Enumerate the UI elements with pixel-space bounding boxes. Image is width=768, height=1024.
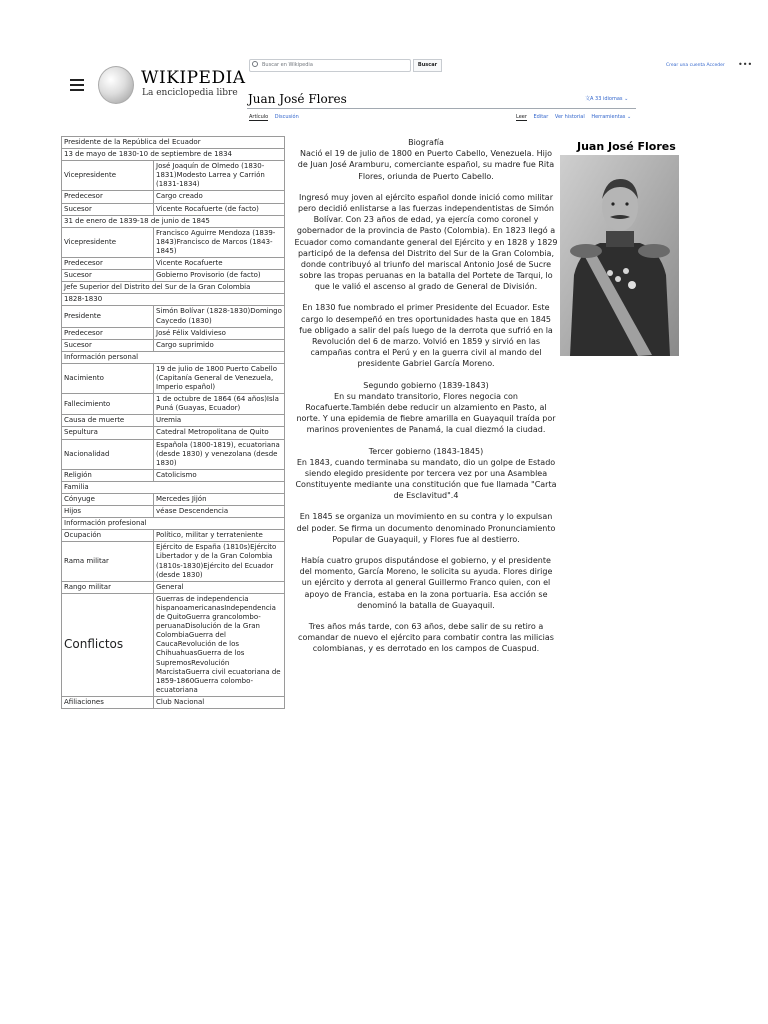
infobox-label: Fallecimiento <box>62 394 154 415</box>
infobox-row <box>62 530 285 542</box>
infobox-row <box>62 469 285 481</box>
article-body <box>294 137 558 665</box>
infobox-value: Española (1800-1819), ecuatoriana (desde 1830) y venezolana (desde 1830) <box>154 439 285 469</box>
infobox-value: véase Descendencia <box>154 506 285 518</box>
paragraph: En 1843, cuando terminaba su mandato, dio un golpe de Estado siendo elegido presidente por tercera vez por una Asamblea Constituyente mediante una constitución que fue llamada "Carta de Esclavitud".4 <box>295 457 557 501</box>
infobox-label: Cónyuge <box>62 494 154 506</box>
infobox-row <box>62 137 285 149</box>
infobox-header-cell: Familia <box>62 481 285 493</box>
infobox-header-cell: 13 de mayo de 1830-10 de septiembre de 1834 <box>62 149 285 161</box>
infobox-value: Catedral Metropolitana de Quito <box>154 427 285 439</box>
infobox-label: Predecesor <box>62 258 154 270</box>
infobox-value: Ejército de España (1810s)Ejército Libertador y de la Gran Colombia (1810s-1830)Ejército del Ecuador (desde 1830) <box>154 542 285 581</box>
language-icon: 文A <box>585 96 594 102</box>
infobox-row <box>62 494 285 506</box>
view-tabs <box>516 114 636 120</box>
infobox-row <box>62 581 285 593</box>
search-icon <box>252 61 258 67</box>
infobox-value: Cargo creado <box>154 191 285 203</box>
infobox-label: Sucesor <box>62 270 154 282</box>
infobox-row <box>62 258 285 270</box>
infobox-label: Rango militar <box>62 581 154 593</box>
infobox-row <box>62 203 285 215</box>
infobox-header-cell: Presidente de la República del Ecuador <box>62 137 285 149</box>
paragraph: Tres años más tarde, con 63 años, debe salir de su retiro a comandar de nuevo el ejército para combatir contra las milicias colombianas, y es derrotado en los campos de Cuaspud. <box>298 621 554 654</box>
infobox-value: Uremia <box>154 415 285 427</box>
infobox-row <box>62 270 285 282</box>
infobox-label: Conflictos <box>62 593 154 696</box>
infobox-row <box>62 161 285 191</box>
languages-label: 33 idiomas ⌄ <box>595 96 629 102</box>
namespace-tabs <box>249 114 304 120</box>
infobox-row <box>62 427 285 439</box>
paragraph: Ingresó muy joven al ejército español donde inició como militar pero decidió enlistarse a las fuerzas independentistas de Simón Bolívar. Con 23 años de edad, ya ejercía como coronel y gobernador de la provincia de Pasto (Colombia). En 1823 llegó a Ecuador como comandante general del Ejército y en 1828 y 1829 participó de la defensa del Distrito del Sur de la Gran Colombia, donde contribuyó al triunfo del mariscal Antonio José de Sucre sobre las tropas peruanas en la batalla del Portete de Tarqui, lo que le valió el ascenso al grado de General de División. <box>294 192 558 292</box>
infobox-label: Afiliaciones <box>62 696 154 708</box>
title-divider <box>247 108 636 109</box>
infobox-header-cell: Información profesional <box>62 518 285 530</box>
infobox-value: 1 de octubre de 1864 (64 años)Isla Puná (Guayas, Ecuador) <box>154 394 285 415</box>
infobox-label: Hijos <box>62 506 154 518</box>
infobox-row <box>62 282 285 294</box>
infobox-row <box>62 149 285 161</box>
infobox-row <box>62 542 285 581</box>
infobox-value: José Joaquín de Olmedo (1830-1831)Modesto Larrea y Carrión (1831-1834) <box>154 161 285 191</box>
infobox-value: 19 de julio de 1800 Puerto Cabello (Capitanía General de Venezuela, Imperio español) <box>154 363 285 393</box>
infobox-value: Simón Bolívar (1828-1830)Domingo Caycedo (1830) <box>154 306 285 327</box>
infobox-row <box>62 593 285 696</box>
search-input[interactable]: Buscar en Wikipedia <box>249 59 411 72</box>
portrait-caption: Juan José Flores <box>577 140 676 153</box>
infobox-table <box>61 136 285 709</box>
infobox-label: Religión <box>62 469 154 481</box>
infobox-label: Nacimiento <box>62 363 154 393</box>
infobox-row <box>62 415 285 427</box>
infobox-label: Sepultura <box>62 427 154 439</box>
infobox-value: Francisco Aguirre Mendoza (1839-1843)Francisco de Marcos (1843-1845) <box>154 227 285 257</box>
infobox-label: Causa de muerte <box>62 415 154 427</box>
infobox-row <box>62 227 285 257</box>
infobox-value: General <box>154 581 285 593</box>
infobox-row <box>62 518 285 530</box>
section-heading-segundo-gobierno: Segundo gobierno (1839-1843) <box>363 380 489 390</box>
infobox-row <box>62 351 285 363</box>
paragraph: En su mandato transitorio, Flores negocia con Rocafuerte.También debe reducir un alzamiento en Pasto, al norte. Y una epidemia de fiebre amarilla en Guayaquil traída por marinos provenientes de Panamá, la cual diezmó la ciudad. <box>296 391 556 435</box>
infobox-value: Club Nacional <box>154 696 285 708</box>
infobox-value: Catolicismo <box>154 469 285 481</box>
tab-tools[interactable]: Herramientas ⌄ <box>591 114 632 120</box>
wikipedia-globe-logo[interactable] <box>98 66 134 104</box>
infobox-header-cell: Información personal <box>62 351 285 363</box>
tab-discussion[interactable]: Discusión <box>274 114 299 120</box>
menu-icon[interactable] <box>70 79 84 91</box>
infobox-header-cell: Jefe Superior del Distrito del Sur de la Gran Colombia <box>62 282 285 294</box>
infobox-row <box>62 439 285 469</box>
infobox-label: Predecesor <box>62 191 154 203</box>
tab-edit[interactable]: Editar <box>533 114 549 120</box>
section-heading-tercer-gobierno: Tercer gobierno (1843-1845) <box>368 446 484 456</box>
wikipedia-wordmark[interactable]: WIKIPEDIA <box>141 68 246 88</box>
infobox-row <box>62 481 285 493</box>
infobox-value: Vicente Rocafuerte <box>154 258 285 270</box>
paragraph: En 1830 fue nombrado el primer Presidente del Ecuador. Este cargo lo desempeñó en tres oportunidades hasta que en 1845 fue obligado a salir del país luego de la derrota que sufrió en la Revolución del 6 de marzo. Volvió en 1859 y sirvió en las campañas contra el Perú y en la guerra civil al mando del presidente Gabriel García Moreno. <box>299 303 553 369</box>
page-title: Juan José Flores <box>248 92 347 106</box>
infobox-row <box>62 696 285 708</box>
infobox-label: Predecesor <box>62 327 154 339</box>
infobox-header-cell: 1828-1830 <box>62 294 285 306</box>
infobox-row <box>62 506 285 518</box>
paragraph: Había cuatro grupos disputándose el gobierno, y el presidente del momento, García Moreno, le solicita su ayuda. Flores dirige un ejército y derrota al general Guillermo Franco quien, con el apoyo de Francia, estaba en la zona portuaria. Esa acción se denominó la batalla de Guayaquil. <box>299 556 553 610</box>
infobox-row <box>62 191 285 203</box>
infobox-header-cell: 31 de enero de 1839-18 de junio de 1845 <box>62 215 285 227</box>
infobox-row <box>62 363 285 393</box>
infobox-value: José Félix Valdivieso <box>154 327 285 339</box>
infobox-row <box>62 339 285 351</box>
infobox-value: Guerras de independencia hispanoamericanasIndependencia de QuitoGuerra grancolombo-peruanaDisolución de la Gran ColombiaGuerra del CaucaRevolución de los ChihuahuasGuerra de los SupremosRevolución MarcistaGuerra civil ecuatoriana de 1859-1860Guerra colombo-ecuatoriana <box>154 593 285 696</box>
infobox-label: Vicepresidente <box>62 161 154 191</box>
infobox-label: Presidente <box>62 306 154 327</box>
section-heading-biografia: Biografía <box>408 138 444 147</box>
infobox-row <box>62 327 285 339</box>
infobox-label: Sucesor <box>62 203 154 215</box>
infobox-value: Mercedes Jijón <box>154 494 285 506</box>
languages-button[interactable] <box>585 95 628 102</box>
infobox-label: Sucesor <box>62 339 154 351</box>
portrait-image[interactable] <box>560 155 679 356</box>
paragraph: En 1845 se organiza un movimiento en su contra y lo expulsan del poder. Se firma un documento denominado Pronunciamiento Popular de Guayaquil, y Flores fue al destierro. <box>296 512 556 544</box>
wikipedia-tagline: La enciclopedia libre <box>142 88 238 98</box>
tab-history[interactable]: Ver historial <box>554 114 585 120</box>
account-links[interactable]: Crear una cuenta Acceder <box>666 63 725 68</box>
infobox-row <box>62 215 285 227</box>
infobox-label: Nacionalidad <box>62 439 154 469</box>
infobox-row <box>62 294 285 306</box>
more-options-icon[interactable]: ••• <box>738 60 753 69</box>
paragraph: Nació el 19 de julio de 1800 en Puerto Cabello, Venezuela. Hijo de Juan José Aramburu, comerciante español, su madre fue Rita Flores, oriunda de Puerto Cabello. <box>297 149 555 181</box>
infobox-value: Cargo suprimido <box>154 339 285 351</box>
infobox-label: Rama militar <box>62 542 154 581</box>
infobox-row <box>62 394 285 415</box>
infobox-label: Ocupación <box>62 530 154 542</box>
tab-read[interactable]: Leer <box>516 114 527 120</box>
infobox-value: Vicente Rocafuerte (de facto) <box>154 203 285 215</box>
infobox-value: Gobierno Provisorio (de facto) <box>154 270 285 282</box>
infobox-value: Político, militar y terrateniente <box>154 530 285 542</box>
infobox-label: Vicepresidente <box>62 227 154 257</box>
infobox-row <box>62 306 285 327</box>
search-button[interactable]: Buscar <box>413 59 442 72</box>
tab-article[interactable]: Artículo <box>249 114 269 120</box>
